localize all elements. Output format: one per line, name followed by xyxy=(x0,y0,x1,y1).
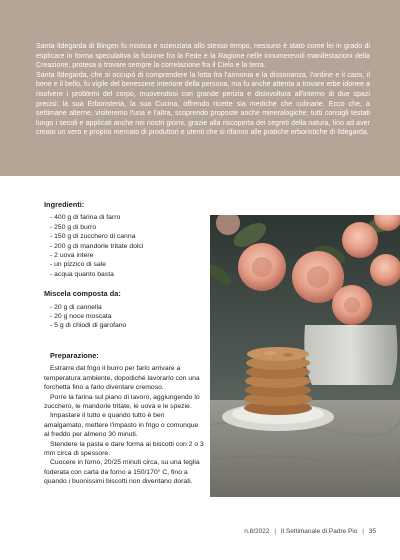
mix-list xyxy=(50,303,204,331)
issue-number: n.8/2022 xyxy=(244,528,270,535)
mix-heading: Miscela composta da: xyxy=(44,289,121,299)
preparation-block xyxy=(44,351,204,487)
preparation-step: Porre la farina sul piano di lavoro, aggiungendo lo zucchero, le mandorle tritate, le uova e le spezie. xyxy=(44,393,200,410)
recipe-column xyxy=(44,200,204,487)
ingredient-item: - 400 g di farina di farro xyxy=(50,214,121,222)
footer-separator: | xyxy=(362,528,364,535)
intro-box xyxy=(0,0,400,176)
photo-illustration xyxy=(210,215,400,497)
page-number: 35 xyxy=(368,528,376,535)
page-footer xyxy=(244,528,376,535)
biscuits-roses-photo xyxy=(210,215,400,497)
biscuit-stack xyxy=(244,347,312,415)
ingredients-heading: Ingredienti: xyxy=(44,200,85,209)
mix-item: - 5 g di chiodi di garofano xyxy=(50,322,127,330)
preparation-step: Estrarre dal frigo il burro per farlo arrivare a temperatura ambiente, dopodiché lavorarlo con una forchetta fino a farlo diventare cremoso. xyxy=(44,365,200,392)
spice-mix-block xyxy=(44,289,204,331)
ingredient-item: - 250 g di burro xyxy=(50,223,97,231)
preparation-step: Cuocere in forno, 20/25 minuti circa, su una teglia foderata con carta da forno a 150/170° C, fino a quando i buonissimi biscotti non diventano dorati. xyxy=(44,459,200,486)
preparation-heading: Preparazione: xyxy=(50,350,99,360)
ingredients-list xyxy=(50,213,204,279)
ingredient-item: - 150 g di zucchero di canna xyxy=(50,233,136,241)
mix-item: - 20 g di cannella xyxy=(50,303,102,311)
preparation-step: Stendere la pasta e dare forma ai biscotti con 2 o 3 mm circa di spessore. xyxy=(44,440,204,457)
footer-separator: | xyxy=(274,528,277,535)
ingredient-item: - un pizzico di sale xyxy=(50,261,106,269)
ingredient-item: - 2 uova intere xyxy=(50,252,94,260)
intro-text xyxy=(36,42,370,138)
ingredient-item: - acqua quanto basta xyxy=(50,270,114,278)
preparation-step: Impastare il tutto e quando tutto è ben amalgamato, mettere l'impasto in frigo o comunque al freddo per almeno 30 minuti. xyxy=(44,412,199,439)
ingredient-item: - 200 g di mandorle tritate dolci xyxy=(50,242,144,250)
mix-item: - 20 g noce moscata xyxy=(50,313,112,321)
intro-paragraph: Santa Ildegarda di Bingen fu mistica e scienziata allo stesso tempo, nessuno è stato come lei in grado di esplicare in forma speculativa la fusione fra la Fede e la Ragione nelle innumerevoli manifestazioni della Creazione, protesa a trovare sempre la correlazione fra il Cielo e la terra. xyxy=(36,43,370,70)
intro-paragraph: Santa Ildegarda, che si occupò di comprendere la lotta fra l'armonia e la dissonanza, l'ordine e il caos, il bene e il bello, fu vigile del benessere interiore della persona, ma fu anche attenta a trovare erbe idonee a risolvere i problemi del corpo, muovendosi con grande perizia e disinvoltura all'interno di due spazi precisi: la sua Erboristeria, la sua Cucina, offrendo ricette sia mediche che culinarie. Ecco che, a settimane alterne, visiteremo l'una e l'altra, scoprendo proposte anche mineralogiche: tutti consigli testati lungo i secoli e applicati anche nei nostri giorni, grazie alla riscoperta dei segreti della natura, fino ad aver creato un vero e proprio mercato di produttori e utenti che si rifanno alle pratiche erboristiche di Ildegarda. xyxy=(36,71,370,137)
magazine-name: Il Settimanale di Padre Pio xyxy=(280,528,358,535)
